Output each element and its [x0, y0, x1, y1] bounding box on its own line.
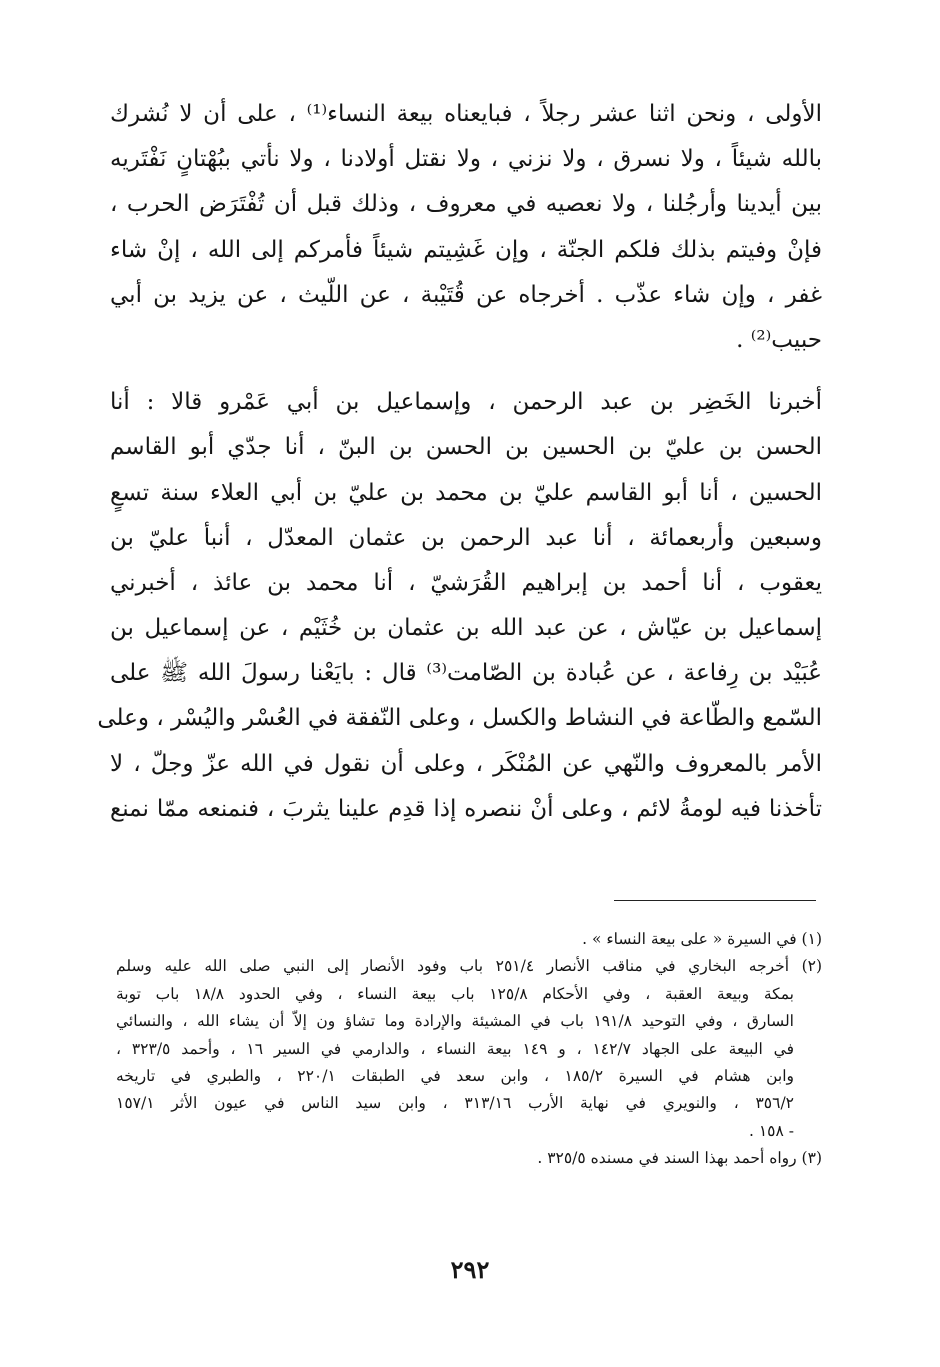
text-line: يعقوب ، أنا أحمد بن إبراهيم القُرَشيّ ، أنا محمد بن عائذ ، أخبرني	[110, 569, 822, 596]
text-line: بالله شيئاً ، ولا نسرق ، ولا نزني ، ولا نقتل أولادنا ، ولا نأتي ببُهْتانٍ نَفْتَريه	[110, 146, 822, 173]
text-line: الأولى ، ونحن اثنا عشر رجلاً ، فبايعناه بيعة النساء⁽¹⁾ ، على أن لا نُشرك	[110, 101, 822, 127]
text-line: الأمر بالمعروف والنّهي عن المُنْكَر ، وعلى أن نقول في الله عزّ وجلّ ، لا	[110, 750, 822, 777]
text-line: الحسن بن عليّ بن الحسين بن الحسن بن البنّ ، أنا جدّي أبو القاسم	[110, 434, 822, 461]
footnote-line: وابن هشام في السيرة ١٨٥/٢ ، وابن سعد في الطبقات ٢٢٠/١ ، والطبري في تاريخه	[116, 1066, 795, 1085]
page-number: ٢٩٢	[450, 1255, 490, 1284]
footnote-3: (٣) رواه أحمد بهذا السند في مسنده ٣٢٥/٥ .	[537, 1149, 822, 1168]
text-line: السّمع والطّاعة في النشاط والكسل ، وعلى النّفقة في العُسْر واليُسْر ، وعلى	[97, 705, 822, 732]
footnote-line: ٣٥٦/٢ ، والنويري في نهاية الأرب ٣١٣/١٦ ، وابن سيد الناس في عيون الأثر ١٥٧/١	[116, 1094, 794, 1113]
text-line: وسبعين وأربعمائة ، أنا عبد الرحمن بن عثمان المعدّل ، أنبأ عليّ بن	[110, 524, 822, 551]
text-line: أخبرنا الخَضِر بن عبد الرحمن ، وإسماعيل بن أبي عَمْرو قالا : أنا	[110, 389, 822, 416]
text-line: إسماعيل بن عيّاش ، عن عبد الله بن عثمان بن خُثَيْم ، عن إسماعيل بن	[110, 615, 822, 642]
footnote-line: بمكة وبيعة العقبة ، وفي الأحكام ١٢٥/٨ باب بيعة النساء ، وفي الحدود ١٨/٨ باب توبة	[116, 984, 794, 1003]
text-line: فإنْ وفيتم بذلك فلكم الجنّة ، وإن غَشِيتم شيئاً فأمركم إلى الله ، إنْ شاء	[110, 236, 822, 263]
main-text	[97, 92, 822, 832]
footnote-1: (١) في السيرة « على بيعة النساء » .	[582, 930, 822, 948]
text-line: عُبَيْد بن رِفاعة ، عن عُبادة بن الصّامت⁽³⁾ قال : بايَعْنا رسولَ الله ﷺ على	[110, 660, 822, 687]
text-line: غفر ، وإن شاء عذّب . أخرجاه عن قُتَيْبة ، عن اللّيث ، عن يزيد بن أبي	[110, 281, 822, 308]
text-line: الحسين ، أنا أبو القاسم عليّ بن محمد بن عليّ بن أبي العلاء سنة تسعٍ	[110, 479, 822, 506]
paragraph-1	[110, 92, 822, 363]
footnote-line: السارق ، وفي التوحيد ١٩١/٨ باب في المشيئة والإرادة وما تشاؤ ون إلاّ أن يشاء الله ، والنسائي	[116, 1012, 794, 1031]
footnote-line: - ١٥٨ .	[748, 1121, 794, 1140]
footnote-line: (٢) أخرجه البخاري في مناقب الأنصار ٢٥١/٤ باب وفود الأنصار إلى النبي صلى الله عليه وسلم	[116, 957, 823, 976]
text-line: حبيب⁽²⁾ .	[736, 326, 822, 353]
footnote-line: في البيعة على الجهاد ١٤٢/٧ ، و ١٤٩ بيعة النساء ، والدارمي في السير ١٦ ، وأحمد ٣٢٣/٥ ،	[116, 1039, 794, 1058]
footnote-separator	[614, 900, 816, 901]
footnotes	[116, 926, 822, 1173]
text-line: بين أيدينا وأرجُلنا ، ولا نعصيه في معروف ، وذلك قبل أن تُفْتَرَض الحرب ،	[110, 191, 822, 218]
footnote-2	[116, 953, 822, 1145]
text-line: تأخذنا فيه لومةُ لائم ، وعلى أنْ ننصره إذا قدِم علينا يثربَ ، فنمنعه ممّا نمنع	[110, 795, 822, 822]
paragraph-2	[97, 380, 822, 832]
